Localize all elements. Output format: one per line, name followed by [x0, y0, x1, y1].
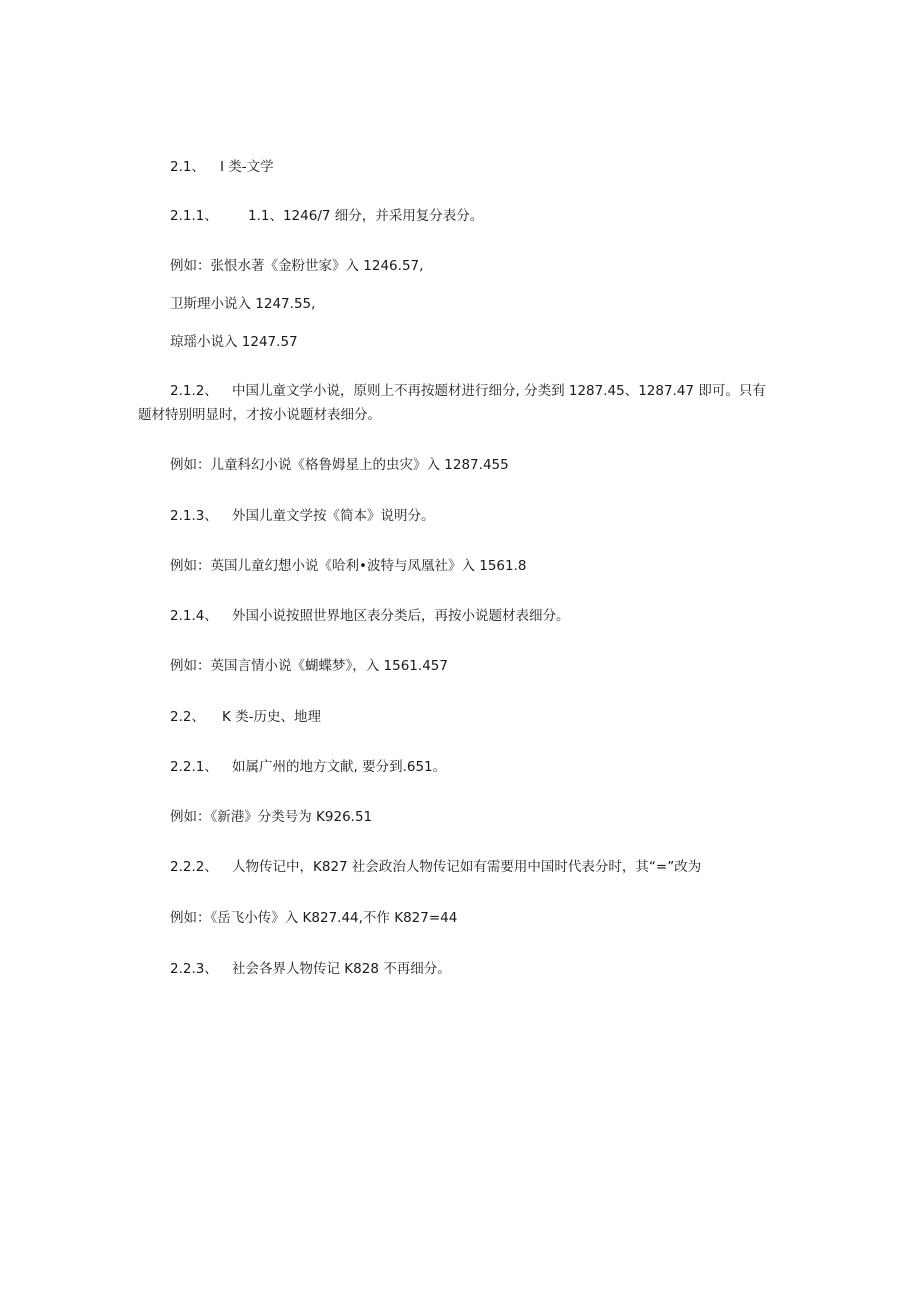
clause-number: 2.1.3、: [170, 508, 218, 524]
section-title: K 类-历史、地理: [222, 709, 322, 725]
section-heading-2-1: [170, 157, 274, 177]
clause-number: 2.2.2、: [170, 859, 218, 875]
section-number: 2.1、: [170, 159, 205, 175]
example-line: [170, 294, 315, 314]
clause-text: 1.1、1246/7 细分，并采用复分表分。: [248, 208, 484, 224]
clause-number: 2.1.4、: [170, 608, 218, 624]
example-line: [170, 332, 298, 352]
example-line: [170, 256, 423, 276]
clause-text: 中国儿童文学小说，原则上不再按题材进行细分, 分类到 1287.45、1287.47 即可。只有题材特别明显时，才按小说题材表细分。: [138, 383, 766, 423]
clause-2-2-3: [170, 959, 451, 979]
example-line: [170, 908, 457, 928]
example-text: 琼瑶小说入 1247.57: [170, 334, 298, 350]
example-text: 例如：儿童科幻小说《格鲁姆星上的虫灾》入 1287.455: [170, 457, 509, 473]
clause-2-1-4: [170, 606, 570, 626]
clause-number: 2.2.3、: [170, 961, 218, 977]
clause-text: 人物传记中，K827 社会政治人物传记如有需要用中国时代表分时，其“=”改为: [232, 859, 702, 875]
clause-number: 2.1.1、: [170, 208, 218, 224]
clause-text: 如属广州的地方文献, 要分到.651。: [232, 759, 447, 775]
clause-2-2-2: [170, 857, 701, 877]
clause-2-2-1: [170, 757, 446, 777]
clause-2-1-3: [170, 506, 435, 526]
example-text: 卫斯理小说入 1247.55,: [170, 296, 316, 312]
example-text: 例如：英国言情小说《蝴蝶梦》，入 1561.457: [170, 658, 448, 674]
section-number: 2.2、: [170, 709, 205, 725]
clause-2-1-2: [138, 379, 778, 427]
example-text: 例如：《岳飞小传》入 K827.44,不作 K827=44: [170, 910, 458, 926]
clause-number: 2.2.1、: [170, 759, 218, 775]
section-title: I 类-文学: [220, 159, 274, 175]
example-line: [170, 656, 448, 676]
example-line: [170, 807, 372, 827]
clause-2-1-1: [170, 206, 483, 226]
example-text: 例如：《新港》分类号为 K926.51: [170, 809, 373, 825]
example-text: 例如：张恨水著《金粉世家》入 1246.57,: [170, 258, 424, 274]
clause-number: 2.1.2、: [170, 383, 218, 399]
clause-text: 外国儿童文学按《简本》说明分。: [232, 508, 435, 524]
section-heading-2-2: [170, 707, 321, 727]
clause-text: 社会各界人物传记 K828 不再细分。: [232, 961, 451, 977]
example-line: [170, 556, 527, 576]
example-text: 例如：英国儿童幻想小说《哈利•波特与凤凰社》入 1561.8: [170, 558, 527, 574]
example-line: [170, 455, 509, 475]
clause-text: 外国小说按照世界地区表分类后，再按小说题材表细分。: [232, 608, 570, 624]
